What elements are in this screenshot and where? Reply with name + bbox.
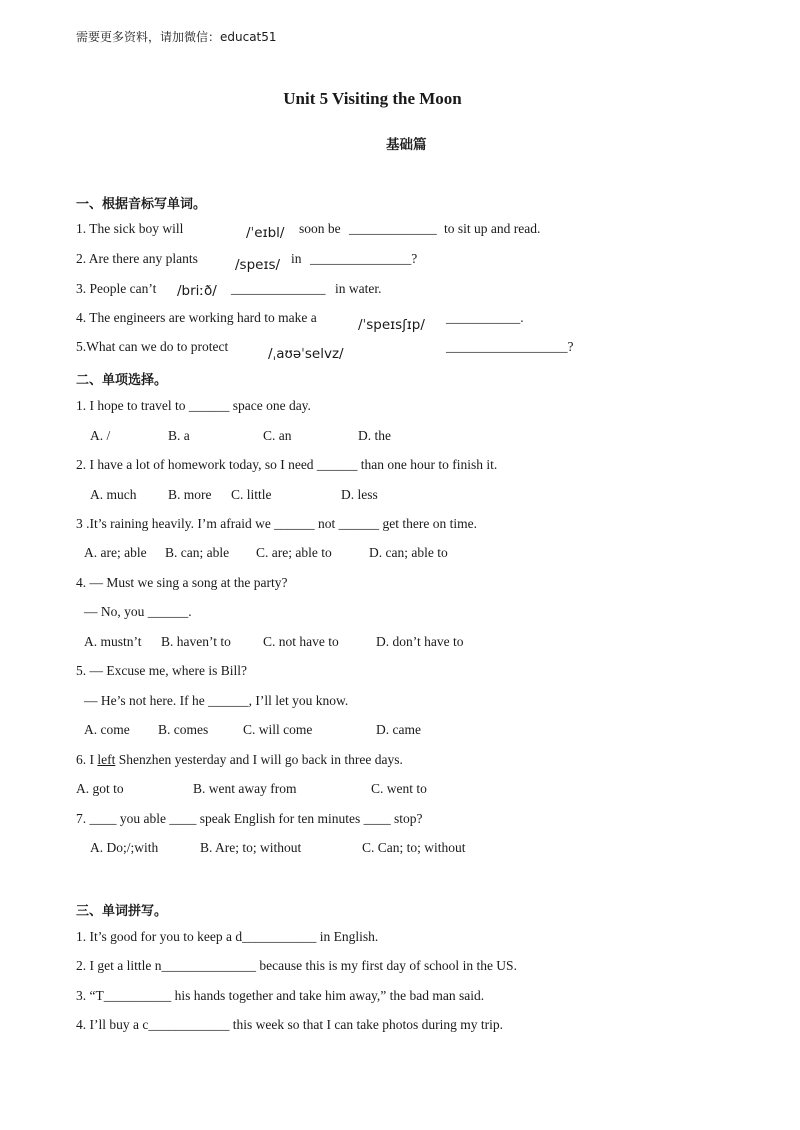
underlined-word: left [97,752,116,767]
page-subtitle: 基础篇 [386,137,427,153]
option-d[interactable]: D. came [376,722,421,737]
question-2-stem: 2. I have a lot of homework today, so I need ______ than one hour to finish it. [76,457,498,472]
answer-blank[interactable]: _______________? [310,251,418,266]
question-4-line2: — No, you ______. [84,604,192,619]
option-a[interactable]: A. are; able [84,545,147,560]
answer-blank[interactable]: __________________? [446,339,574,354]
question-3-stem: 3 .It’s raining heavily. I’m afraid we ______ not ______ get there on time. [76,516,478,531]
question-4-stem: 4. — Must we sing a song at the party? [76,575,288,590]
stem-text: Shenzhen yesterday and I will go back in three days. [115,752,403,767]
section1-heading: 一、根据音标写单词。 [76,197,207,212]
option-c[interactable]: C. an [263,428,292,443]
option-b[interactable]: B. went away from [193,781,297,796]
option-c[interactable]: C. went to [371,781,427,796]
stem-text: 6. I [76,752,98,767]
option-b[interactable]: B. haven’t to [161,634,231,649]
item-text: 1. The sick boy will [76,221,184,236]
option-d[interactable]: D. less [341,487,378,502]
item-text: 3. People can’t [76,281,157,296]
option-c[interactable]: C. Can; to; without [362,840,466,855]
option-c[interactable]: C. not have to [263,634,339,649]
option-a[interactable]: A. come [84,722,130,737]
option-a[interactable]: A. mustn’t [84,634,142,649]
option-d[interactable]: D. the [358,428,391,443]
answer-blank[interactable]: _____________ [349,221,437,236]
question-5-line2: — He’s not here. If he ______, I’ll let you know. [84,693,349,708]
question-1-stem: 1. I hope to travel to ______ space one day. [76,398,311,413]
option-b[interactable]: B. comes [158,722,209,737]
spelling-item-3: 3. “T__________ his hands together and take him away,” the bad man said. [76,988,485,1003]
spelling-item-2: 2. I get a little n______________ because this is my first day of school in the US. [76,958,517,973]
phonetic: /briːð/ [177,283,217,299]
option-b[interactable]: B. more [168,487,212,502]
question-6-stem [76,752,403,768]
question-5-stem: 5. — Excuse me, where is Bill? [76,663,247,678]
spelling-item-4: 4. I’ll buy a c____________ this week so that I can take photos during my trip. [76,1017,504,1032]
option-d[interactable]: D. can; able to [369,545,448,560]
option-a[interactable]: A. much [90,487,137,502]
option-a[interactable]: A. got to [76,781,124,796]
option-b[interactable]: B. can; able [165,545,230,560]
section3-heading: 三、单词拼写。 [76,904,168,919]
header-note: 需要更多资料，请加微信：educat51 [76,30,277,44]
phonetic: /ˈeɪbl/ [246,225,285,241]
option-b[interactable]: B. Are; to; without [200,840,302,855]
option-c[interactable]: C. will come [243,722,313,737]
phonetic: /speɪs/ [235,257,281,273]
page-title: Unit 5 Visiting the Moon [283,89,462,108]
question-7-stem: 7. ____ you able ____ speak English for ten minutes ____ stop? [76,811,423,826]
option-d[interactable]: D. don’t have to [376,634,464,649]
answer-blank[interactable]: ______________ [231,281,326,296]
answer-blank[interactable]: ___________. [446,310,524,325]
item-text: 5.What can we do to protect [76,339,229,354]
item-text: 4. The engineers are working hard to make a [76,310,317,325]
option-a[interactable]: A. / [90,428,111,443]
item-text: 2. Are there any plants [76,251,198,266]
option-c[interactable]: C. little [231,487,272,502]
spelling-item-1: 1. It’s good for you to keep a d___________ in English. [76,929,379,944]
phonetic: /ˌaʊəˈselvz/ [268,346,344,362]
section2-heading: 二、单项选择。 [76,373,168,388]
option-a[interactable]: A. Do;/;with [90,840,159,855]
option-c[interactable]: C. are; able to [256,545,332,560]
option-b[interactable]: B. a [168,428,190,443]
item-text: to sit up and read. [444,221,541,236]
phonetic: /ˈspeɪsʃɪp/ [358,317,425,333]
item-text: soon be [299,221,341,236]
item-text: in [291,251,302,266]
item-text: in water. [335,281,382,296]
